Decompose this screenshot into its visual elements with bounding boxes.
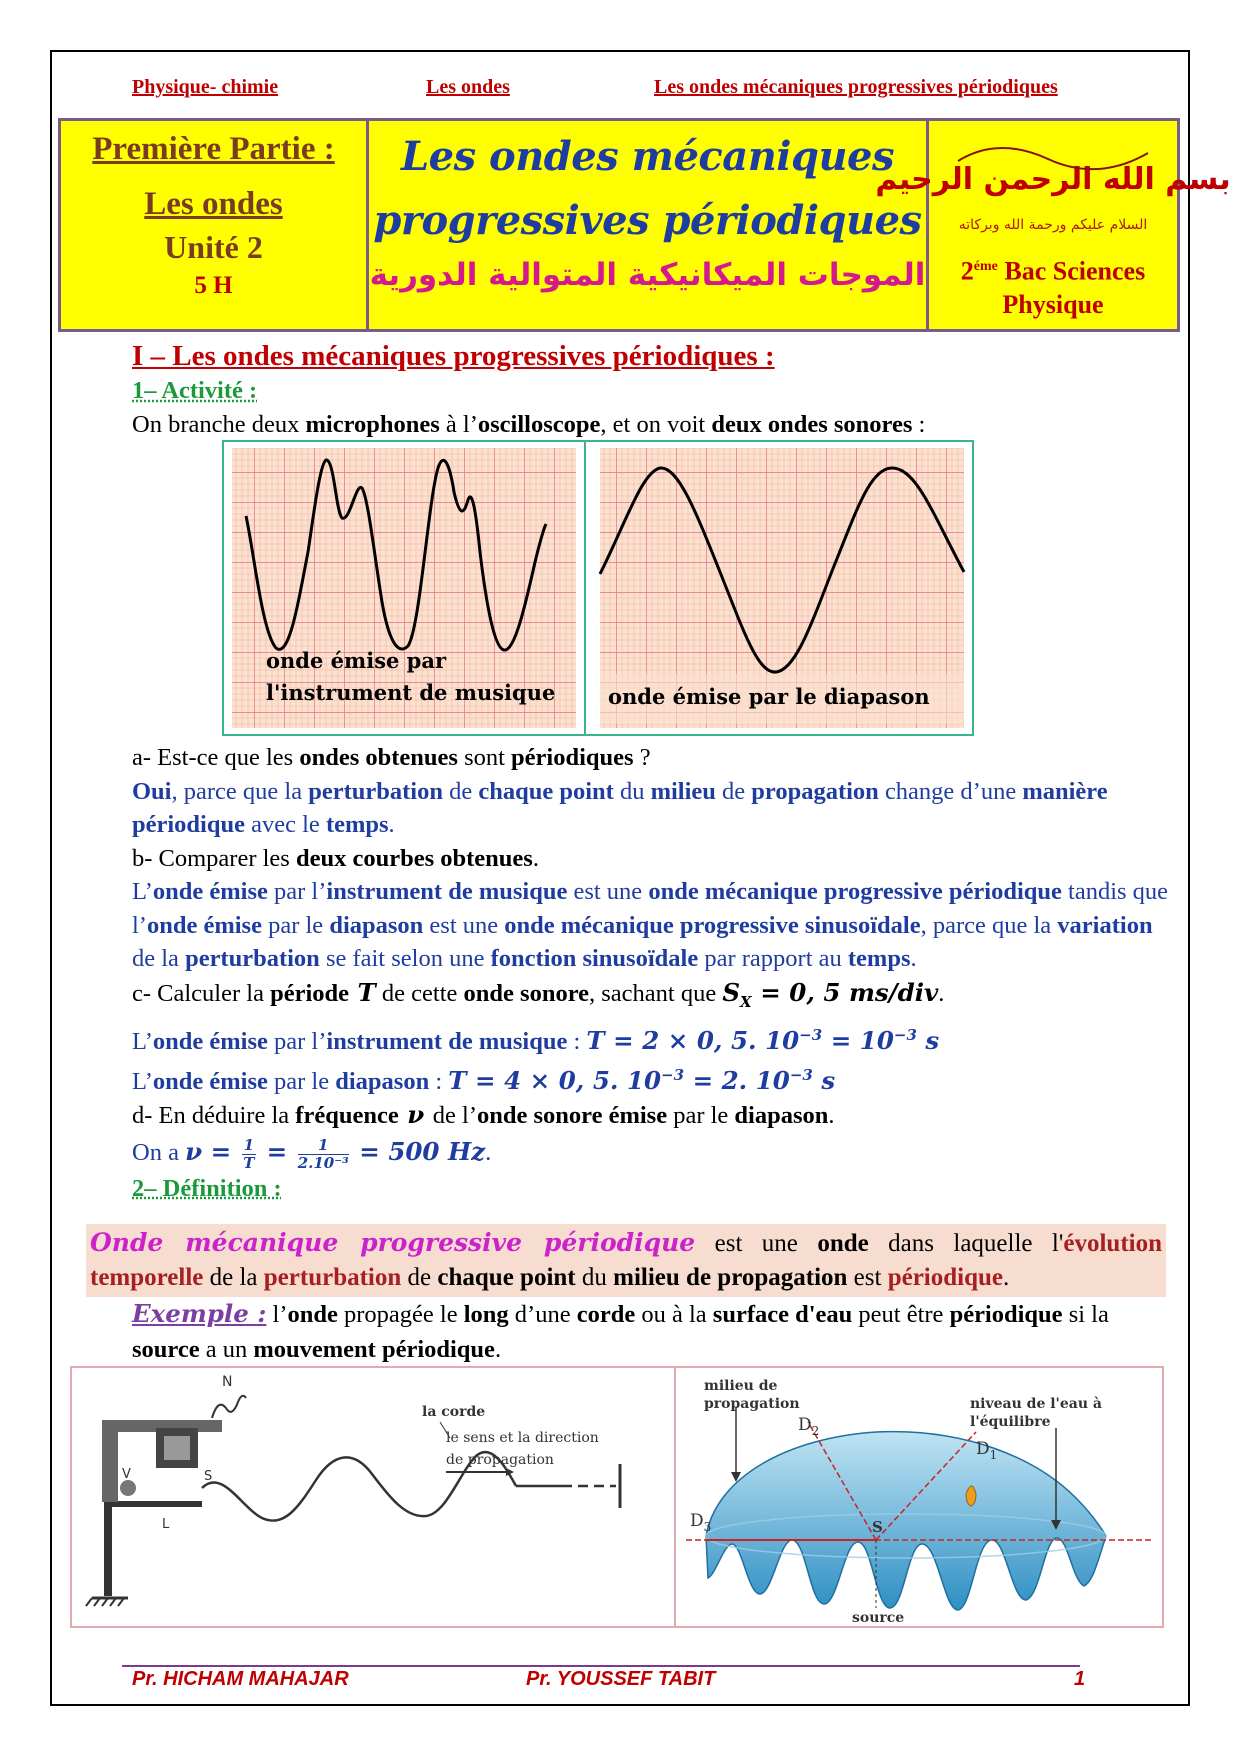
oscilloscope-diapason [586, 442, 972, 734]
main-title [369, 125, 926, 253]
label-l: L [162, 1517, 170, 1532]
label-la-corde: la corde [422, 1404, 486, 1420]
basmala-text: بسم الله الرحمن الرحيم [875, 162, 1231, 197]
definition-title: 2– Définition : [132, 1174, 282, 1202]
header-subject: Physique- chimie [132, 76, 279, 98]
definition-box: Onde mécanique progressive périodique est une onde dans laquelle l'évolution temporelle de la perturbation de chaque point du milieu de propagation est périodique. [86, 1224, 1166, 1297]
part-name: Les ondes [144, 186, 283, 222]
rope-wave-diagram [72, 1368, 674, 1626]
activity-intro: On branche deux microphones à l’oscilloscope, et on voit deux ondes sonores : [132, 410, 926, 438]
label-s: S [204, 1469, 213, 1484]
title-right-cell [875, 121, 1231, 329]
answer-a: Oui, parce que la perturbation de chaque point du milieu de propagation change d’une manière périodique avec le temps. [132, 777, 1108, 838]
hours-label: 5 H [194, 272, 233, 299]
level-superscript: éme [973, 259, 998, 274]
label-d3: $D_3$ [690, 1511, 712, 1534]
vibrator-arm [102, 1426, 118, 1502]
answer-b: L’onde émise par l’instrument de musique est une onde mécanique progressive périodique tandis que l’onde émise par le diapason est une onde mécanique progressive sinusoïdale, parce que la variation de la perturbation se fait selon une fonction sinusoïdale par rapport au temps. [132, 878, 1169, 972]
part-title: Première Partie : [92, 131, 335, 167]
oscilloscope-instrument [224, 442, 584, 734]
footer-author-2: Pr. YOUSSEF TABIT [526, 1668, 716, 1690]
example-figures [70, 1366, 1164, 1628]
greeting-text: السلام عليكم ورحمة الله وبركاته [958, 217, 1148, 233]
oscilloscope-figures [222, 440, 974, 736]
rope-figure [72, 1368, 674, 1626]
header-chapter: Les ondes [426, 76, 510, 98]
section-title: I – Les ondes mécaniques progressives périodiques : [132, 340, 775, 372]
example-paragraph: Exemple : l’onde propagée le long d’une corde ou à la surface d'eau peut être périodique si la source a un mouvement périodique. [132, 1299, 1109, 1363]
label-milieu-1: milieu de [704, 1378, 778, 1394]
label-d2: $D_2$ [798, 1415, 820, 1438]
level-number: 2 [960, 256, 974, 286]
answer-c-diapason: L’onde émise par le diapason : T = 4 × 0, 5. $10^{-3} = 2$. $10^{-3}$ s [132, 1065, 836, 1095]
activity-title: 1– Activité : [132, 377, 258, 404]
label-source: source [852, 1610, 905, 1626]
level-line2: Physique [1002, 289, 1104, 319]
water-figure [676, 1368, 1162, 1626]
main-title-line2: progressives périodiques [373, 197, 922, 244]
label-niveau-1: niveau de l'eau à [970, 1396, 1102, 1412]
instrument-label-1: onde émise par [266, 648, 447, 673]
label-s: S [872, 1518, 883, 1536]
main-title-line1: Les ondes mécaniques [401, 133, 894, 180]
level-line1: Bac Sciences [997, 256, 1146, 286]
arabic-title: الموجات الميكانيكية المتوالية الدورية [369, 257, 926, 293]
unit-label: Unité 2 [164, 229, 263, 265]
label-direction-2: de propagation [446, 1452, 554, 1468]
footer-divider [122, 1665, 1080, 1667]
instrument-label-2: l'instrument de musique [266, 680, 556, 705]
question-c: c- Calculer la période T de cette onde sonore, sachant que $S_X = 0$, 5 ms/div. [132, 977, 945, 1011]
level-label [929, 250, 1177, 321]
footer-page-number: 1 [1074, 1668, 1086, 1690]
basmala-calligraphy [875, 131, 1231, 241]
answer-c-instrument: L’onde émise par l’instrument de musique : T = 2 × 0, 5. $10^{-3} = 10^{-3}$ s [132, 1025, 940, 1056]
title-mid-cell [369, 121, 929, 329]
label-milieu-2: propagation [704, 1396, 800, 1412]
header-lesson: Les ondes mécaniques progressives périodiques [654, 76, 1058, 98]
label-v: V [122, 1467, 131, 1482]
instrument-wave-plot [224, 442, 584, 734]
water-wave-diagram [676, 1368, 1162, 1626]
title-left-cell [61, 121, 369, 329]
pivot-icon [120, 1480, 136, 1496]
label-d1: $D_1$ [976, 1439, 998, 1462]
label-niveau-2: l'équilibre [970, 1414, 1051, 1430]
footer-author-1: Pr. HICHAM MAHAJAR [132, 1668, 349, 1690]
title-box [58, 118, 1231, 332]
question-d: d- En déduire la fréquence ν de l’onde sonore émise par le diapason. [132, 1100, 835, 1130]
diapason-wave-plot [586, 442, 972, 734]
answer-d: On a ν = $\frac{1}{T}$ = $\frac{1}{\text{2.10⁻³}}$ = 500 Hz. [132, 1135, 492, 1172]
question-b: b- Comparer les deux courbes obtenues. [132, 844, 539, 872]
diapason-label: onde émise par le diapason [608, 684, 930, 709]
label-n: N [222, 1374, 233, 1390]
question-a: a- Est-ce que les ondes obtenues sont périodiques ? [132, 744, 651, 771]
label-direction-1: le sens et la direction [446, 1430, 599, 1446]
